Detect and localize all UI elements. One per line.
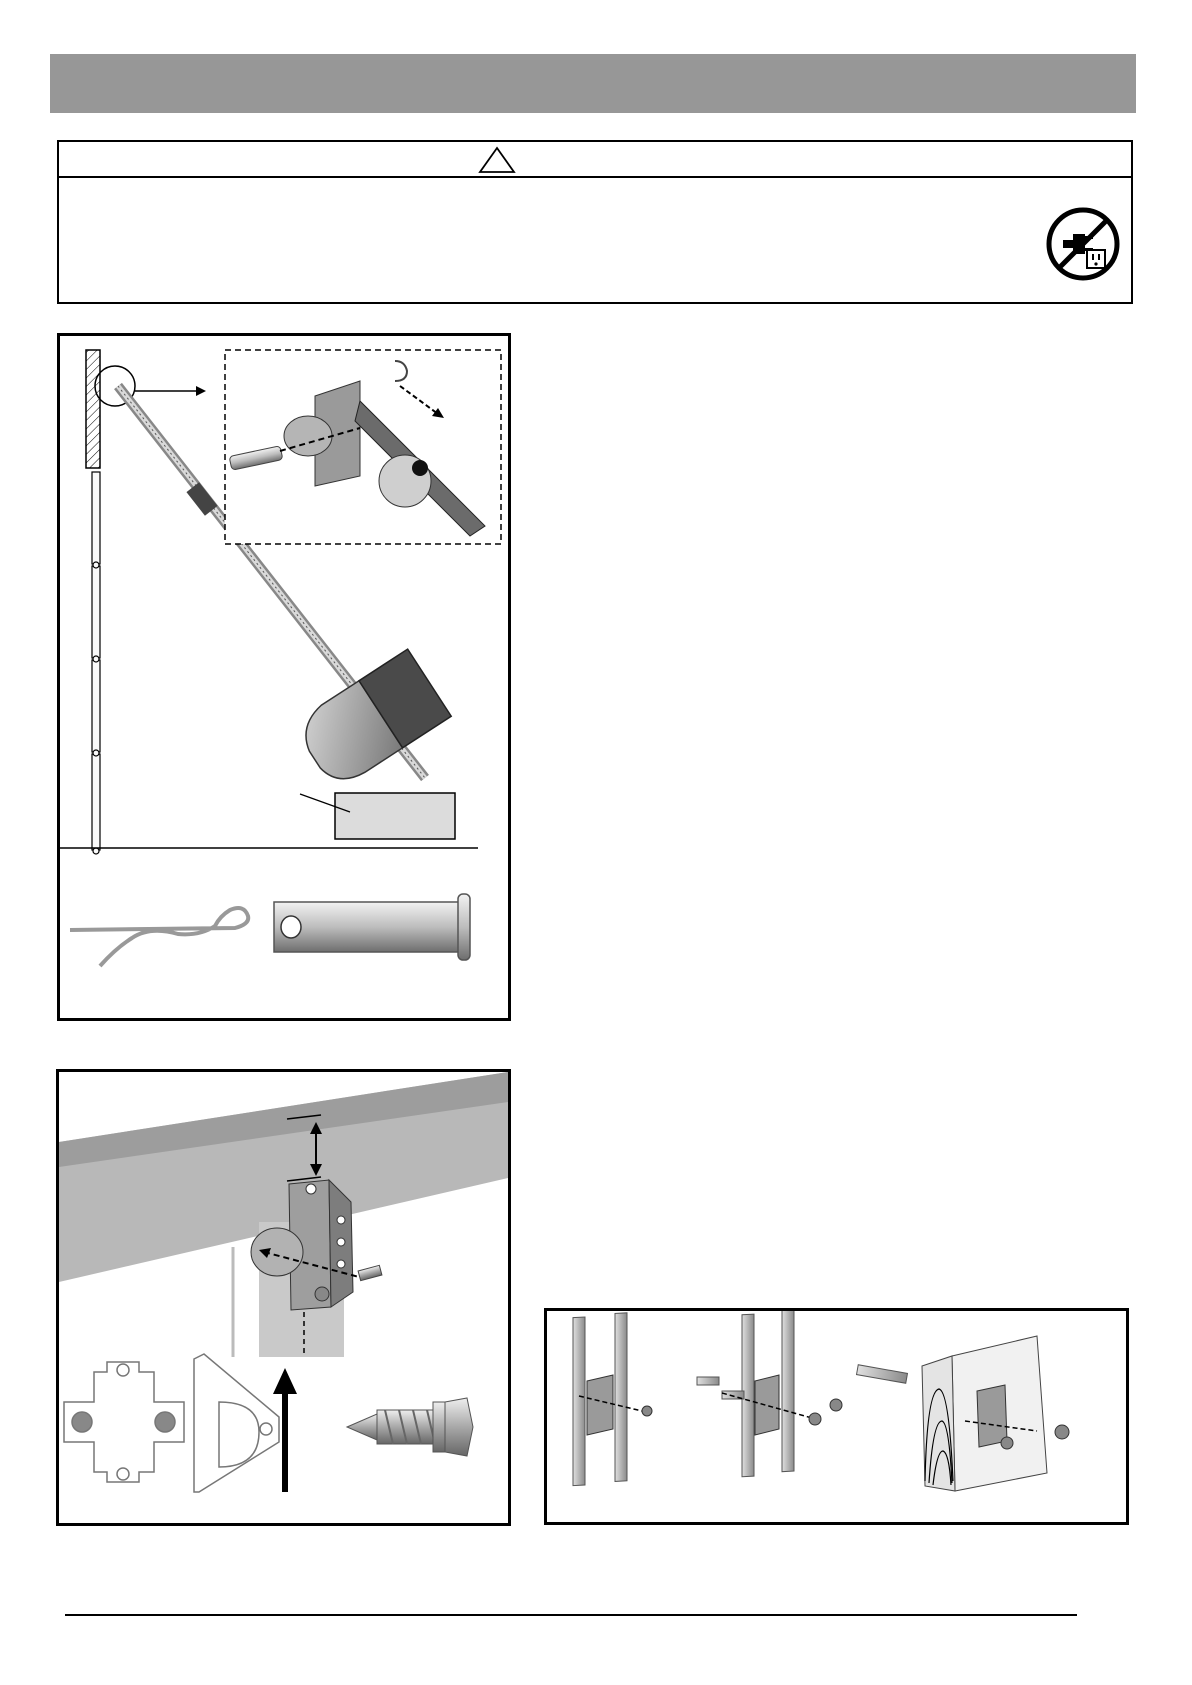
rail-installation-illustration xyxy=(60,336,508,1018)
footer-rule xyxy=(65,1614,1077,1616)
lag-screw xyxy=(347,1398,473,1456)
header-bracket-illustration xyxy=(59,1072,508,1523)
bracket-bolted-frame xyxy=(697,1311,842,1477)
header-wall xyxy=(86,350,100,468)
ring-fastener xyxy=(70,908,248,966)
no-power-plug-icon xyxy=(1045,206,1121,282)
figure-header-bracket xyxy=(56,1069,511,1526)
clevis-pin xyxy=(274,894,470,960)
mounting-options-illustration xyxy=(547,1311,1126,1522)
bracket-on-wood-block xyxy=(857,1336,1069,1491)
section-header-bar xyxy=(50,54,1136,113)
bracket-outline-front xyxy=(64,1362,184,1482)
arrow-icon xyxy=(196,386,206,396)
warning-triangle-icon xyxy=(477,146,517,174)
figure-rail-installation xyxy=(57,333,511,1021)
figure-bracket-mounting-options xyxy=(544,1308,1129,1525)
bracket-on-steel-frame xyxy=(573,1313,652,1486)
bracket-outline-side xyxy=(194,1354,279,1492)
warning-box xyxy=(57,140,1133,304)
warning-divider xyxy=(59,176,1131,178)
support-box xyxy=(335,793,455,839)
garage-door xyxy=(92,472,100,854)
opener-motor-unit xyxy=(292,649,451,791)
